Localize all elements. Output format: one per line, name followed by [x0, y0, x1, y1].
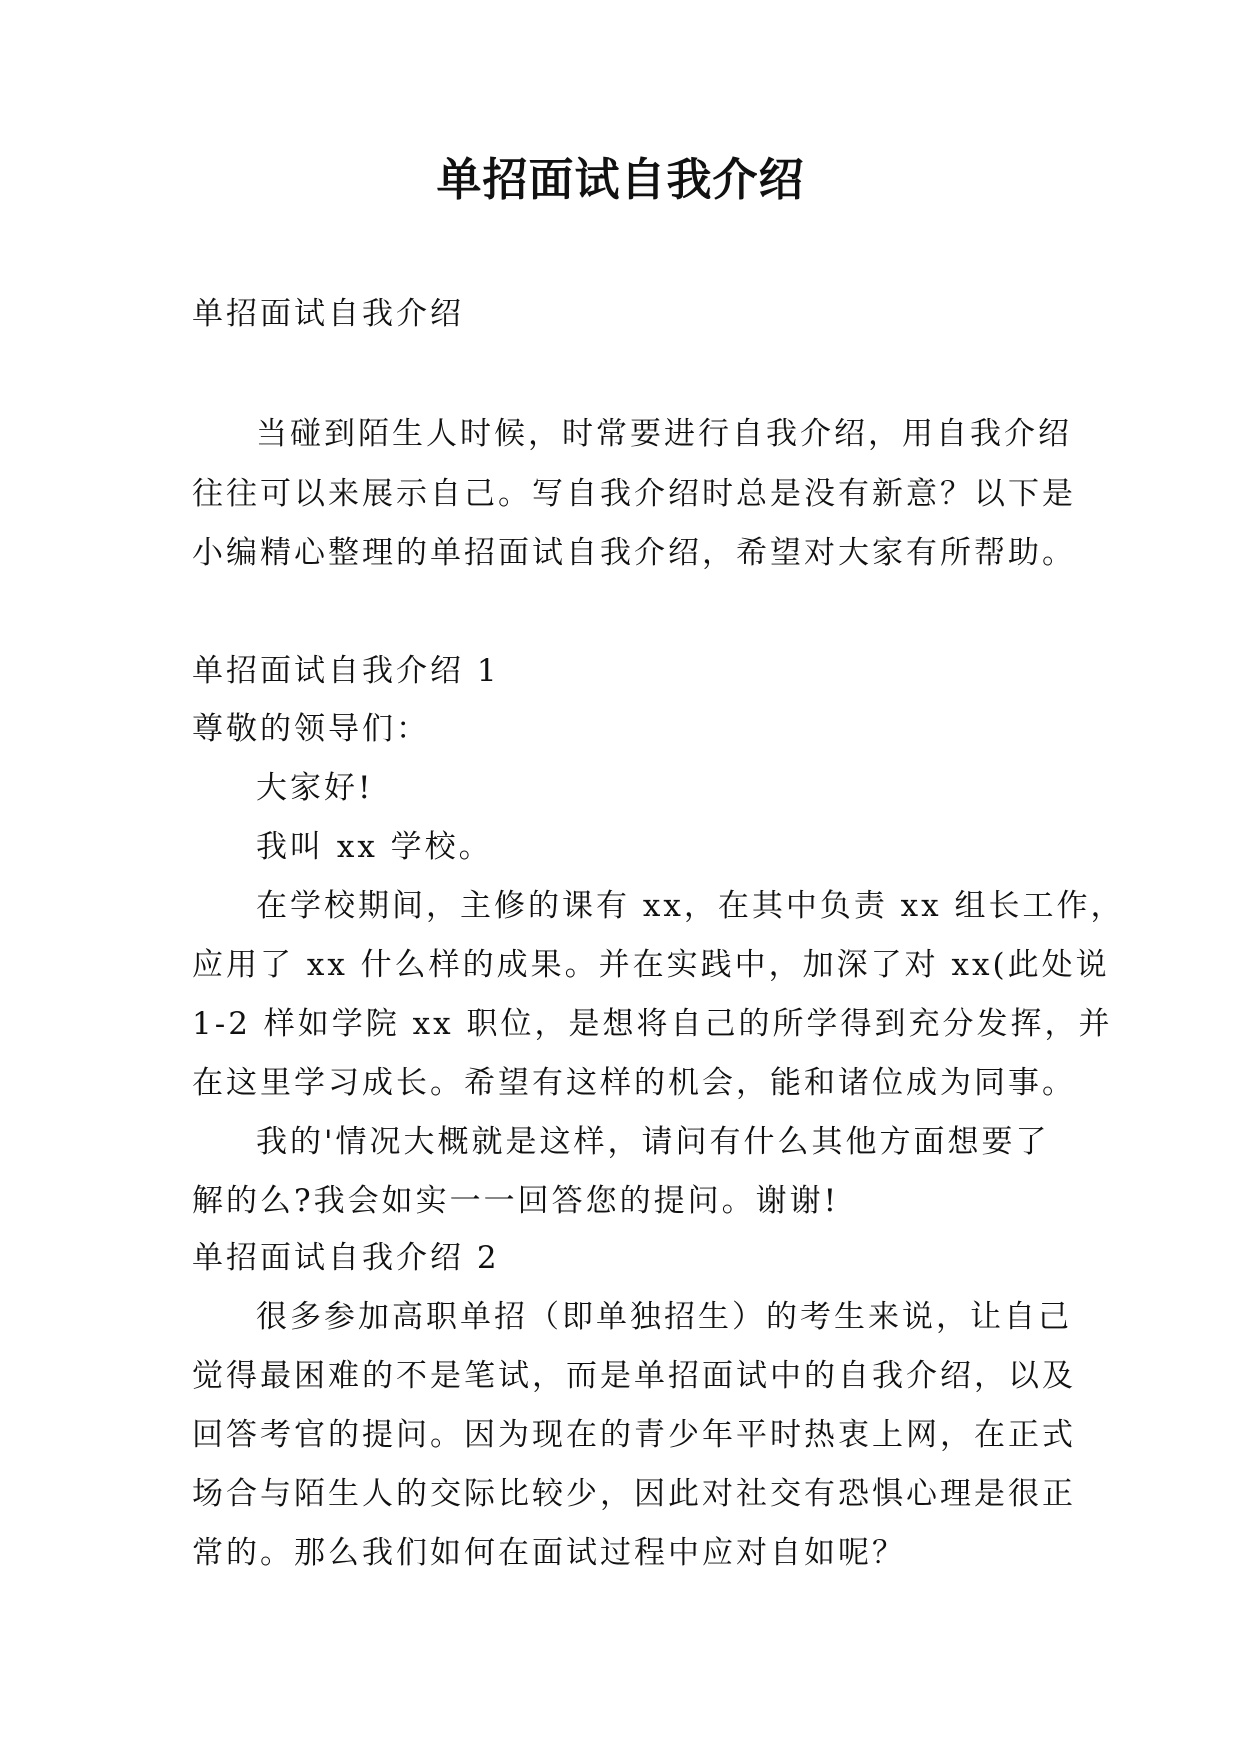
text-line: 回答考官的提问。因为现在的青少年平时热衷上网，在正式	[192, 1417, 1076, 1453]
text-line: 我的'情况大概就是这样，请问有什么其他方面想要了	[256, 1124, 1050, 1160]
text-line: 大家好!	[256, 770, 374, 806]
text-line: 单招面试自我介绍 2	[192, 1240, 500, 1276]
text-line: 往往可以来展示自己。写自我介绍时总是没有新意？以下是	[192, 476, 1076, 512]
text-line: 1-2 样如学院 xx 职位，是想将自己的所学得到充分发挥，并	[192, 1006, 1113, 1042]
text-line: 我叫 xx 学校。	[256, 829, 493, 865]
text-line: 场合与陌生人的交际比较少，因此对社交有恐惧心理是很正	[192, 1476, 1076, 1512]
text-line: 很多参加高职单招（即单独招生）的考生来说，让自己	[256, 1299, 1072, 1335]
document-title: 单招面试自我介绍	[436, 153, 805, 206]
text-line: 应用了 xx 什么样的成果。并在实践中，加深了对 xx(此处说	[192, 947, 1110, 983]
text-line: 常的。那么我们如何在面试过程中应对自如呢？	[192, 1535, 906, 1571]
text-line: 在这里学习成长。希望有这样的机会，能和诸位成为同事。	[192, 1065, 1076, 1101]
text-line: 在学校期间，主修的课有 xx，在其中负责 xx 组长工作，	[256, 888, 1125, 924]
text-line: 尊敬的领导们：	[192, 711, 430, 747]
text-line: 小编精心整理的单招面试自我介绍，希望对大家有所帮助。	[192, 535, 1076, 571]
text-line: 解的么?我会如实一一回答您的提问。谢谢!	[192, 1183, 840, 1219]
text-line: 单招面试自我介绍 1	[192, 653, 500, 689]
text-line: 当碰到陌生人时候，时常要进行自我介绍，用自我介绍	[256, 416, 1072, 452]
text-line: 单招面试自我介绍	[192, 296, 464, 332]
text-line: 觉得最困难的不是笔试，而是单招面试中的自我介绍，以及	[192, 1358, 1076, 1394]
